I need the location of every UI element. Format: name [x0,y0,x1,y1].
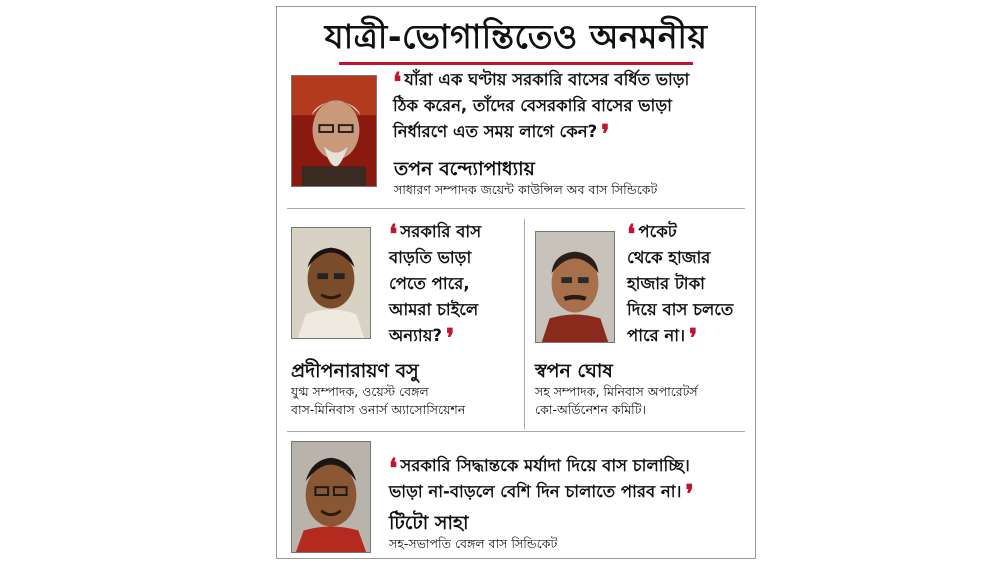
portrait-photo-tapan [291,75,377,187]
quote-line: ❛ সরকারি বাস [389,220,482,250]
person-role-swapan [535,383,698,419]
quote-close-icon: ❜ [601,120,610,150]
person-name-tito: টিটো সাহা [389,512,469,534]
news-graphic-frame [276,6,756,559]
quote-pradip [389,219,519,354]
quote-line: নির্ধারণে এত সময় লাগে কেন? ❜ [393,120,610,150]
portrait-photo-swapan [535,231,615,343]
role-line: সহ সম্পাদক, মিনিবাস অপারেটর্স [535,384,698,399]
portrait-photo-icon [292,76,376,186]
quote-line: ❛ পকেট [627,220,677,250]
headline: যাত্রী-ভোগান্তিতেও অনমনীয় [324,17,708,56]
quote-line: হাজার টাকা [627,274,705,293]
quote-open-icon: ❛ [389,454,398,484]
quote-line: আমরা চাইলে [389,300,479,319]
portrait-photo-icon [292,442,370,552]
portrait-photo-pradip [291,227,371,339]
section-divider [287,431,745,432]
person-name-tapan: তপন বন্দ্যোপাধ্যায় [394,158,535,180]
quote-line: ভাড়া না-বাড়লে বেশি দিন চালাতে পারব না। ❜ [389,480,694,510]
quote-close-icon: ❜ [688,324,698,354]
person-role-pradip [291,383,465,419]
quote-open-icon: ❛ [389,220,398,250]
role-line: বাস-মিনিবাস ওনার্স অ্যাসোসিয়েশন [291,402,466,417]
quote-line: পেতে পারে, [389,274,470,293]
person-role-tapan: সাধারণ সম্পাদক জয়েন্ট কাউন্সিল অব বাস সিন্ডিকেট [394,182,658,197]
quote-line: পারে না। ❜ [627,324,698,354]
quote-swapan [627,219,753,354]
quote-close-icon: ❜ [685,480,694,510]
quote-tito [389,453,749,510]
quote-open-icon: ❛ [393,68,402,98]
person-role-tito: সহ-সভাপতি বেঙ্গল বাস সিন্ডিকেট [389,536,558,551]
headline-underline [339,62,693,65]
quote-line: দিয়ে বাস চলতে [627,300,734,319]
quote-close-icon: ❜ [446,324,455,354]
person-name-swapan: স্বপন ঘোষ [535,360,613,382]
quote-line: অন্যায়? ❜ [389,324,455,354]
quote-tapan [393,67,743,150]
portrait-photo-icon [536,232,614,342]
role-line: কো-অর্ডিনেশন কমিটি। [535,402,646,417]
quote-line: থেকে হাজার [627,248,711,267]
quote-line: ❛ সরকারি সিদ্ধান্তকে মর্যাদা দিয়ে বাস চালাচ্ছি। [389,454,690,484]
section-divider [287,208,745,209]
quote-line: বাড়তি ভাড়া [389,248,472,267]
role-line: যুগ্ম সম্পাদক, ওয়েস্ট বেঙ্গল [291,384,429,399]
portrait-photo-icon [292,228,370,338]
quote-line: ❛ যাঁরা এক ঘণ্টায় সরকারি বাসের বর্ধিত ভাড়া [393,68,690,98]
portrait-photo-tito [291,441,371,553]
quote-open-icon: ❛ [627,220,636,250]
person-name-pradip: প্রদীপনারায়ণ বসু [291,360,419,382]
column-divider [524,219,525,429]
quote-line: ঠিক করেন, তাঁদের বেসরকারি বাসের ভাড়া [393,96,672,115]
